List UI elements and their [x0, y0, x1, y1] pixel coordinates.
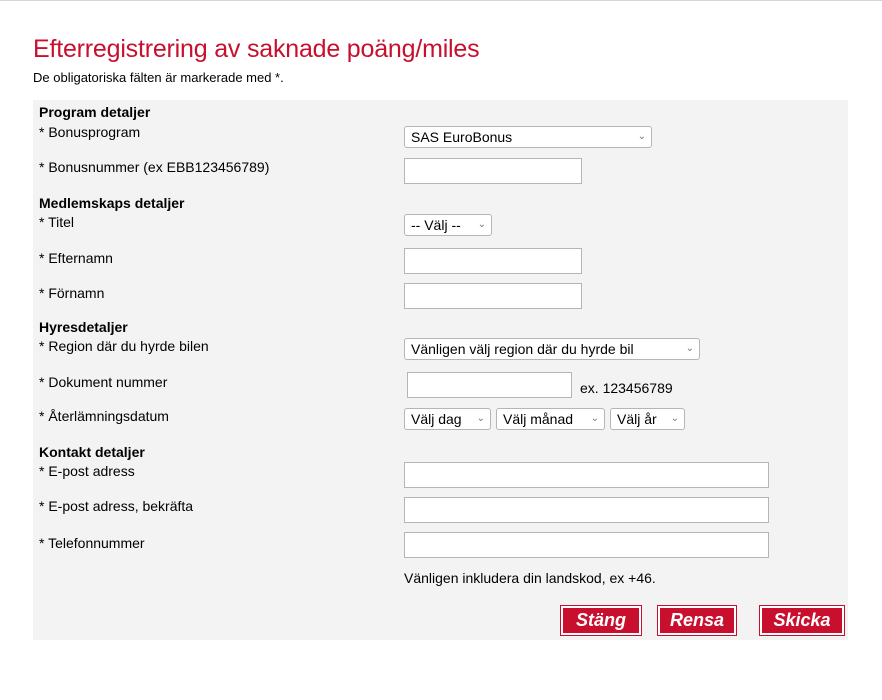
region-label: * Region där du hyrde bilen — [39, 338, 209, 354]
region-select[interactable] — [404, 338, 700, 360]
title-label: * Titel — [39, 214, 75, 230]
page-title: Efterregistrering av saknade poäng/miles — [33, 35, 480, 63]
return-month-value: Välj månad — [503, 411, 574, 427]
last-name-label: * Efternamn — [39, 250, 113, 266]
section-heading-member: Medlemskaps detaljer — [39, 195, 185, 211]
email-confirm-label: * E-post adress, bekräfta — [39, 498, 194, 514]
submit-button[interactable]: Skicka — [760, 606, 844, 635]
bonus-number-input[interactable] — [404, 158, 582, 184]
bonus-program-value: SAS EuroBonus — [411, 129, 513, 145]
return-day-value: Välj dag — [411, 411, 462, 427]
close-button[interactable]: Stäng — [561, 606, 641, 635]
return-year-value: Välj år — [617, 411, 657, 427]
email-label: * E-post adress — [39, 463, 135, 479]
bonus-program-select[interactable] — [404, 126, 652, 148]
first-name-label: * Förnamn — [39, 285, 105, 301]
chevron-down-icon: ⌄ — [670, 413, 679, 424]
bonus-program-label: * Bonusprogram — [39, 124, 141, 140]
document-number-hint: ex. 123456789 — [580, 380, 673, 396]
last-name-input[interactable] — [404, 248, 582, 274]
email-confirm-input[interactable] — [404, 497, 769, 523]
bonus-number-label: * Bonusnummer (ex EBB123456789) — [39, 159, 270, 175]
chevron-down-icon: ⌄ — [685, 343, 694, 354]
section-heading-program: Program detaljer — [39, 104, 151, 120]
return-day-select[interactable] — [404, 408, 491, 430]
return-date-label: * Återlämningsdatum — [39, 408, 169, 424]
return-month-select[interactable] — [496, 408, 605, 430]
section-heading-rental: Hyresdetaljer — [39, 319, 128, 335]
region-value: Vänligen välj region där du hyrde bil — [411, 341, 634, 357]
chevron-down-icon: ⌄ — [637, 131, 646, 142]
phone-input[interactable] — [404, 532, 769, 558]
chevron-down-icon: ⌄ — [590, 413, 599, 424]
reset-button[interactable]: Rensa — [658, 606, 736, 635]
title-select[interactable] — [404, 214, 492, 236]
document-number-label: * Dokument nummer — [39, 374, 168, 390]
required-fields-note: De obligatoriska fälten är markerade med *. — [33, 70, 284, 85]
chevron-down-icon: ⌄ — [477, 219, 486, 230]
phone-hint: Vänligen inkludera din landskod, ex +46. — [404, 570, 656, 586]
return-year-select[interactable] — [610, 408, 685, 430]
top-divider — [0, 0, 882, 1]
title-value: -- Välj -- — [411, 217, 461, 233]
chevron-down-icon: ⌄ — [476, 413, 485, 424]
document-number-input[interactable] — [407, 372, 572, 398]
first-name-input[interactable] — [404, 283, 582, 309]
email-input[interactable] — [404, 462, 769, 488]
phone-label: * Telefonnummer — [39, 535, 145, 551]
section-heading-contact: Kontakt detaljer — [39, 444, 145, 460]
